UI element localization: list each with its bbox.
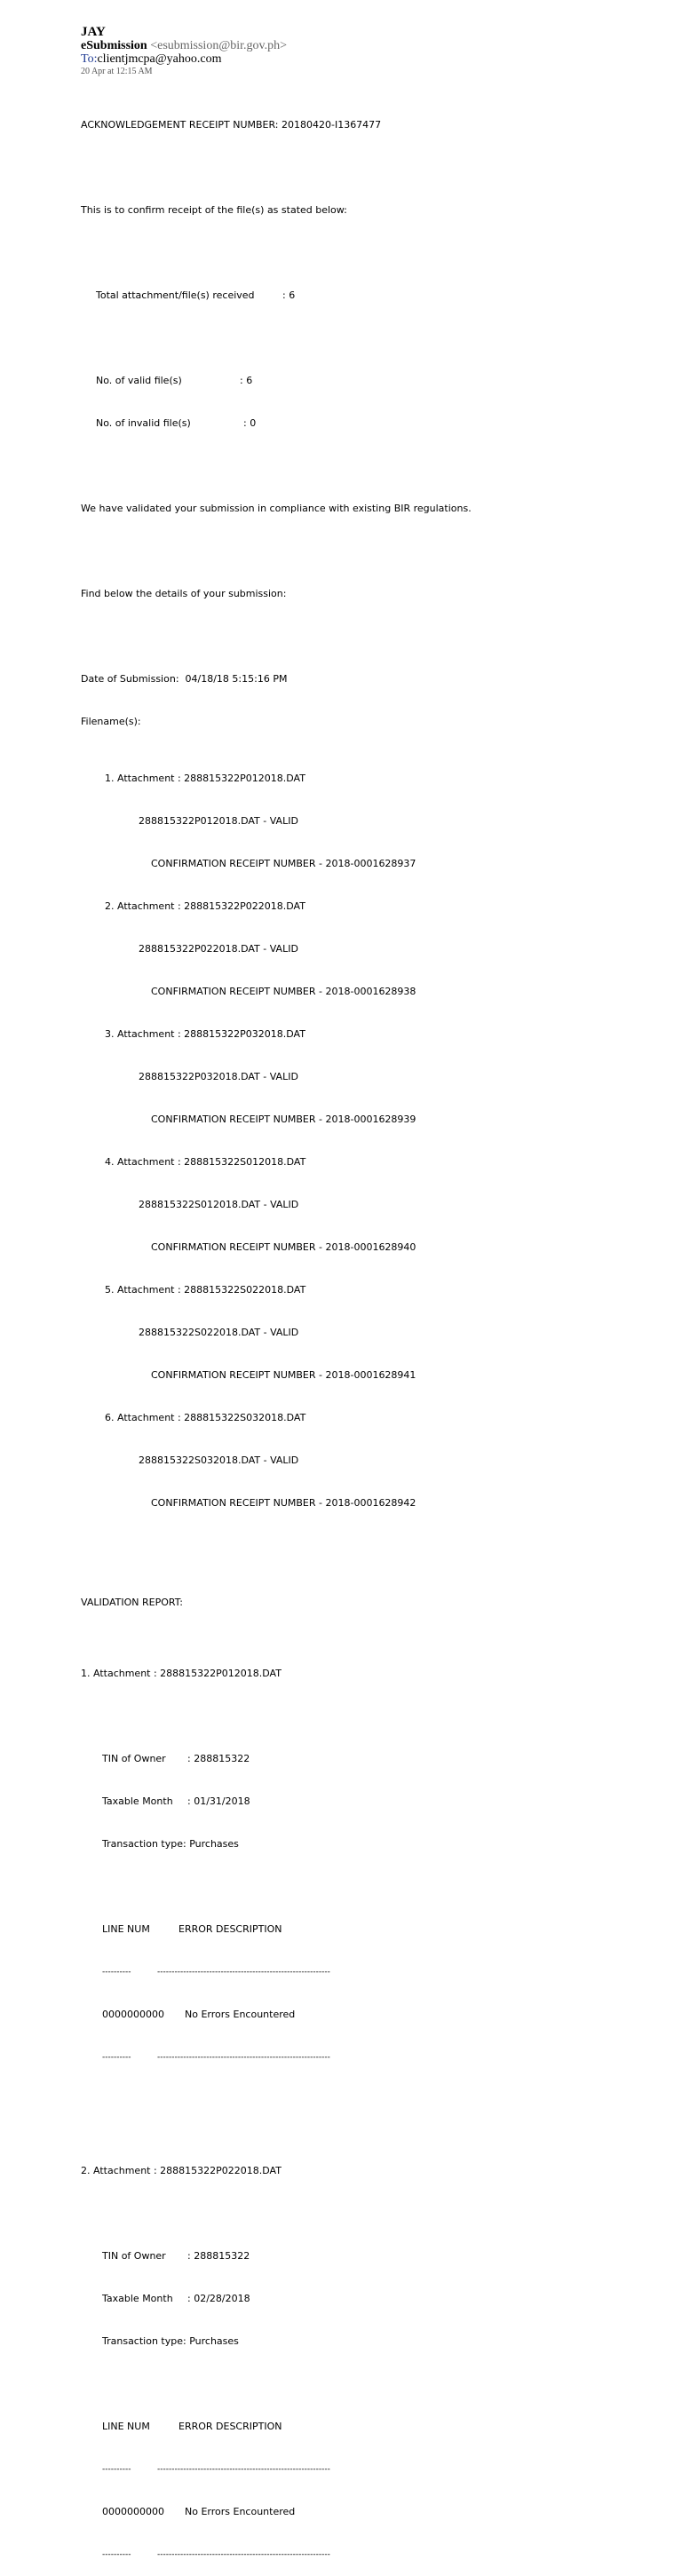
confirmation-receipt: CONFIRMATION RECEIPT NUMBER - 2018-0001628942	[151, 1497, 416, 1509]
col-error-description: ERROR DESCRIPTION	[178, 1923, 282, 1935]
to-line	[81, 52, 221, 67]
error-row	[81, 2008, 667, 2022]
to-address[interactable]: clientjmcpa@yahoo.com	[97, 52, 222, 66]
error-description-value: No Errors Encountered	[185, 2506, 296, 2517]
dash-long: ------------------------------------------------------------	[157, 1968, 330, 1977]
taxable-month-line	[81, 1795, 667, 1809]
attachment-status: 288815322P012018.DAT - VALID	[139, 815, 298, 827]
column-header-line	[81, 2420, 667, 2434]
attachment-line: 2. Attachment : 288815322P022018.DAT	[105, 900, 305, 912]
error-row	[81, 2505, 667, 2519]
tin-line	[81, 2249, 667, 2263]
dash-short: ----------	[102, 1968, 131, 1977]
attachment-line: 1. Attachment : 288815322P012018.DAT	[105, 773, 305, 784]
transaction-type-line: Transaction type: Purchases	[102, 1838, 239, 1850]
email-date: 20 Apr at 12:15 AM	[81, 67, 153, 76]
confirmation-receipt: CONFIRMATION RECEIPT NUMBER - 2018-0001628938	[151, 986, 416, 997]
separator-line	[81, 2548, 667, 2562]
sender-name: JAY	[81, 25, 106, 39]
attachment-line: 5. Attachment : 288815322S022018.DAT	[105, 1284, 306, 1296]
attachment-line: 3. Attachment : 288815322P032018.DAT	[105, 1028, 305, 1040]
validated-line: We have validated your submission in compliance with existing BIR regulations.	[81, 503, 472, 514]
column-header-line	[81, 1922, 667, 1937]
line-num-value: 0000000000	[102, 2506, 164, 2517]
dash-short: ----------	[102, 2053, 131, 2062]
from-name: eSubmission	[81, 39, 147, 52]
report-title: 1. Attachment : 288815322P012018.DAT	[81, 1668, 282, 1679]
separator-line	[81, 1965, 667, 1979]
attachment-status: 288815322S012018.DAT - VALID	[139, 1199, 299, 1210]
separator-line	[81, 2462, 667, 2477]
tin-value: : 288815322	[187, 2250, 250, 2262]
taxable-month-label: Taxable Month	[102, 2293, 173, 2304]
dash-short: ----------	[102, 2550, 131, 2559]
attachment-line: 4. Attachment : 288815322S012018.DAT	[105, 1156, 306, 1168]
filenames-label: Filename(s):	[81, 716, 141, 727]
col-line-num: LINE NUM	[102, 2421, 150, 2432]
valid-label: No. of valid file(s)	[96, 375, 182, 386]
tin-label: TIN of Owner	[102, 2250, 166, 2262]
taxable-month-value: : 01/31/2018	[187, 1795, 250, 1807]
dash-long: ------------------------------------------------------------	[157, 2465, 330, 2474]
attachment-status: 288815322S032018.DAT - VALID	[139, 1454, 299, 1466]
dash-long: ------------------------------------------------------------	[157, 2550, 330, 2559]
from-address[interactable]: <esubmission@bir.gov.ph>	[150, 39, 287, 52]
to-label: To:	[81, 52, 98, 66]
col-error-description: ERROR DESCRIPTION	[178, 2421, 282, 2432]
validation-report-title: VALIDATION REPORT:	[81, 1597, 183, 1608]
submission-date-line: Date of Submission: 04/18/18 5:15:16 PM	[81, 673, 288, 685]
invalid-label: No. of invalid file(s)	[96, 417, 191, 429]
invalid-files-line	[81, 416, 667, 431]
invalid-value: : 0	[243, 417, 257, 429]
taxable-month-label: Taxable Month	[102, 1795, 173, 1807]
attachment-status: 288815322S022018.DAT - VALID	[139, 1327, 299, 1338]
taxable-month-line	[81, 2292, 667, 2306]
valid-value: : 6	[240, 375, 253, 386]
dash-long: ------------------------------------------------------------	[157, 2053, 330, 2062]
attachment-status: 288815322P032018.DAT - VALID	[139, 1071, 298, 1082]
email-body	[81, 90, 667, 2576]
ack-receipt-line: ACKNOWLEDGEMENT RECEIPT NUMBER: 20180420-I1367477	[81, 119, 382, 131]
from-line	[81, 39, 287, 53]
confirmation-receipt: CONFIRMATION RECEIPT NUMBER - 2018-0001628939	[151, 1114, 416, 1125]
valid-files-line	[81, 374, 667, 388]
attachment-status: 288815322P022018.DAT - VALID	[139, 943, 298, 955]
find-details-line: Find below the details of your submission:	[81, 588, 287, 599]
tin-label: TIN of Owner	[102, 1753, 166, 1764]
dash-short: ----------	[102, 2465, 131, 2474]
separator-line	[81, 2050, 667, 2065]
report-title: 2. Attachment : 288815322P022018.DAT	[81, 2165, 282, 2176]
confirmation-receipt: CONFIRMATION RECEIPT NUMBER - 2018-0001628941	[151, 1369, 416, 1381]
confirmation-receipt: CONFIRMATION RECEIPT NUMBER - 2018-0001628940	[151, 1241, 416, 1253]
error-description-value: No Errors Encountered	[185, 2009, 296, 2020]
total-received-line	[81, 289, 667, 303]
total-label: Total attachment/file(s) received	[96, 289, 255, 301]
total-value: : 6	[282, 289, 296, 301]
col-line-num: LINE NUM	[102, 1923, 150, 1935]
transaction-type-line: Transaction type: Purchases	[102, 2335, 239, 2347]
tin-line	[81, 1752, 667, 1766]
tin-value: : 288815322	[187, 1753, 250, 1764]
confirm-line: This is to confirm receipt of the file(s) as stated below:	[81, 204, 347, 216]
confirmation-receipt: CONFIRMATION RECEIPT NUMBER - 2018-0001628937	[151, 858, 416, 869]
attachment-line: 6. Attachment : 288815322S032018.DAT	[105, 1412, 306, 1423]
line-num-value: 0000000000	[102, 2009, 164, 2020]
taxable-month-value: : 02/28/2018	[187, 2293, 250, 2304]
